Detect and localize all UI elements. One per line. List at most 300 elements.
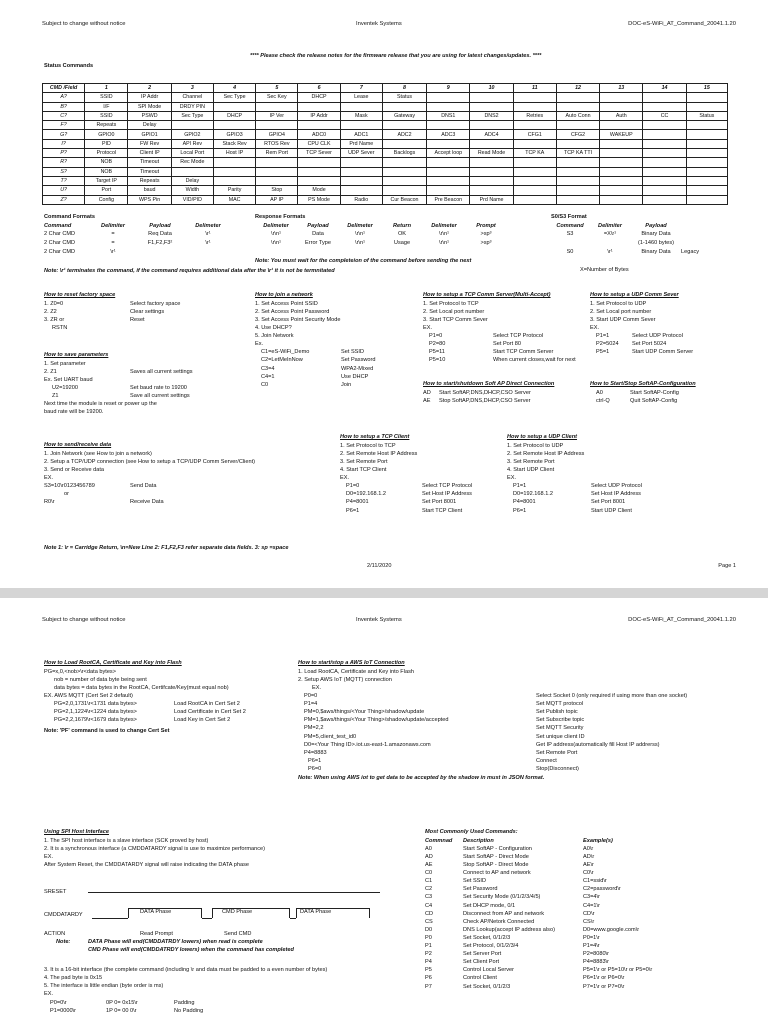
- block-cell: EX.: [423, 325, 433, 332]
- status-col-header: 9: [427, 84, 470, 93]
- status-cmd-cell: A?: [43, 93, 85, 102]
- status-cell: [298, 167, 340, 176]
- block-cell: 1. Load RootCA, Certificate and Key into Flash: [298, 668, 414, 675]
- block-cell: Start SoftAP-Config: [630, 389, 679, 396]
- block-row: [44, 482, 250, 490]
- block-row: [507, 499, 691, 507]
- sreset-line: [88, 892, 380, 893]
- block-cell: P6: [425, 975, 432, 982]
- block-header-cell: Delimeter: [195, 222, 221, 229]
- block-cell: 1P 0= 00 0\r: [106, 1007, 137, 1014]
- cmddatardy-line-low-2: [202, 918, 212, 919]
- block-cell: AD: [425, 854, 433, 861]
- block-cell: CS\r: [583, 918, 595, 925]
- status-cell: [513, 167, 556, 176]
- status-cell: [470, 186, 513, 195]
- block-row: [44, 239, 233, 248]
- status-cell: [470, 93, 513, 102]
- block-cell: P6=1: [308, 757, 322, 764]
- status-cell: [382, 158, 426, 167]
- status-col-header: 15: [686, 84, 727, 93]
- block-cell: Set Remote Port: [536, 749, 578, 756]
- block-cell: P1=4: [304, 701, 318, 708]
- block-cell: P1=0: [346, 483, 360, 490]
- block-row: [425, 975, 703, 983]
- block-cell: P7: [425, 983, 432, 990]
- footnote: Note 1: \r = Carridge Return, \n=New Line 2: F1,F2,F3 refer separate data fields. 3: sp =space: [44, 545, 289, 551]
- block-row: [425, 958, 703, 966]
- block-cell: P2=5024: [596, 341, 619, 348]
- status-cell: Sec Key: [256, 93, 298, 102]
- block-cell: D0=<Your Thing ID>.iot.us-east-1.amazonaws.com: [304, 741, 431, 748]
- status-cell: Local Port: [171, 149, 213, 158]
- status-cell: [427, 186, 470, 195]
- block-cell: C0: [261, 381, 269, 388]
- cmd-phase-label: CMD Phase: [222, 909, 253, 915]
- block-cell: CD: [425, 910, 434, 917]
- status-cell: ADC2: [382, 130, 426, 139]
- block-row: [425, 942, 703, 950]
- block-row: [44, 692, 284, 700]
- status-cell: PS Mode: [298, 195, 340, 204]
- block-header-cell: Prompt: [476, 222, 496, 229]
- block-cell: 2. Set Remote Host IP Address: [507, 450, 585, 457]
- block-cell: S3: [566, 231, 574, 238]
- block-row: [44, 708, 284, 716]
- block-header-cell: Command: [556, 222, 584, 229]
- status-cell: PSWD: [128, 111, 171, 120]
- status-cell: [513, 121, 556, 130]
- block-header-cell: Delimiter: [101, 222, 125, 229]
- block-cell: \r\n¹: [439, 231, 449, 238]
- block-row: [255, 381, 421, 389]
- status-cell: Repeats: [85, 121, 128, 130]
- status-cell: [382, 139, 426, 148]
- block-header-row: [551, 222, 711, 230]
- status-cell: [256, 158, 298, 167]
- block-cell: D0=192.168.1.2: [513, 491, 553, 498]
- status-cell: Repeats: [128, 176, 171, 185]
- status-cell: [256, 121, 298, 130]
- block-cell: C3=4: [261, 365, 275, 372]
- softap-title: How to start/shutdown Soft AP Direct Connection: [423, 381, 555, 387]
- block-cell: EX.: [507, 475, 517, 482]
- block-row: [425, 894, 703, 902]
- status-cell: ADC0: [298, 130, 340, 139]
- block-cell: Set baud rate to 19200: [130, 385, 187, 392]
- block-cell: P5=10: [429, 357, 446, 364]
- status-cell: [470, 121, 513, 130]
- status-cmd-cell: B?: [43, 102, 85, 111]
- status-cell: [686, 167, 727, 176]
- block-cell: P5=11: [429, 349, 445, 356]
- status-col-header: 11: [513, 84, 556, 93]
- block-row: [298, 733, 736, 741]
- status-col-header: 4: [213, 84, 255, 93]
- block-cell: 1. The SPI host interface is a slave interface (SCK proved by host): [44, 837, 209, 844]
- block-row: [551, 239, 711, 248]
- status-cell: [686, 130, 727, 139]
- block-cell: Stop SoftAP,DNS,DHCP,CSO Server: [439, 397, 531, 404]
- block-row: [255, 340, 421, 348]
- status-cell: [470, 102, 513, 111]
- status-cell: [643, 102, 686, 111]
- status-cell: [600, 139, 643, 148]
- block-row: [340, 507, 508, 515]
- block-row: [255, 357, 421, 365]
- block-cell: U2=19200: [52, 385, 78, 392]
- block-cell: P0: [425, 934, 432, 941]
- block-row: [423, 332, 593, 340]
- block-cell: P5=1\r or P5=10\r or P5=0\r: [583, 967, 653, 974]
- status-cell: [213, 102, 255, 111]
- aws-block: [298, 668, 736, 773]
- block-header-cell: Return: [392, 222, 412, 229]
- block-cell: Binary Data: [641, 231, 671, 238]
- block-cell: S0: [566, 249, 574, 256]
- rootca-block: [44, 668, 284, 725]
- block-cell: 1. Set Protocol to UDP: [507, 442, 564, 449]
- block-cell: P6=0: [308, 765, 322, 772]
- block-cell: Load RootCA in Cert Set 2: [174, 701, 240, 708]
- block-cell: Set Publish topic: [536, 709, 578, 716]
- status-cell: [470, 139, 513, 148]
- block-row: [423, 397, 569, 405]
- block-cell: Set MQTT protocol: [536, 701, 584, 708]
- block-cell: Start UDP Comm Server: [632, 349, 694, 356]
- status-cell: Timeout: [128, 167, 171, 176]
- status-cell: Rem Port: [256, 149, 298, 158]
- block-header-cell: Commnad: [425, 837, 453, 844]
- status-cell: [556, 158, 599, 167]
- block-cell: 4. Start UDP Client: [507, 467, 555, 474]
- block-row: [425, 853, 703, 861]
- save-block: [44, 360, 250, 417]
- block-cell: P4=8883: [304, 749, 327, 756]
- status-cell: [382, 102, 426, 111]
- header-right-2: DOC-eS-WiFi_AT_Command_20041.1.20: [628, 617, 736, 623]
- block-cell: P1=4\r: [583, 943, 600, 950]
- block-row: [423, 389, 569, 397]
- status-cell: [643, 158, 686, 167]
- block-cell: AE: [425, 862, 433, 869]
- block-cell: C4=1: [261, 373, 275, 380]
- block-row: [507, 466, 691, 474]
- block-row: [425, 950, 703, 958]
- block-cell: P2=8080\r: [583, 951, 609, 958]
- block-row: [423, 340, 593, 348]
- block-cell: 2 Char CMD: [44, 240, 76, 247]
- block-row: [423, 300, 593, 308]
- block-cell: ctrl-Q: [596, 397, 610, 404]
- block-cell: After System Reset, the CMDDATARDY signal will raise indicating the DATA phase: [44, 862, 249, 869]
- block-cell: 2 Char CMD: [44, 249, 76, 256]
- status-cmd-cell: G?: [43, 130, 85, 139]
- block-cell: Start UDP Client: [591, 507, 632, 514]
- block-row: [44, 717, 284, 725]
- block-cell: Set SSID: [463, 878, 487, 885]
- status-cell: Gateway: [382, 111, 426, 120]
- status-cell: [513, 176, 556, 185]
- status-cell: IP Ver: [256, 111, 298, 120]
- status-cell: GPIO4: [256, 130, 298, 139]
- status-cell: CC: [643, 111, 686, 120]
- block-cell: P6=1: [513, 507, 527, 514]
- status-cell: [643, 176, 686, 185]
- block-row: [44, 368, 250, 376]
- status-cell: Width: [171, 186, 213, 195]
- block-cell: \r\n¹: [355, 231, 365, 238]
- status-cell: [686, 176, 727, 185]
- status-cell: SSID: [85, 111, 128, 120]
- status-cell: VID/PID: [171, 195, 213, 204]
- block-cell: C2: [425, 886, 433, 893]
- status-col-header: 5: [256, 84, 298, 93]
- cmddatardy-line-low-3: [290, 918, 296, 919]
- block-cell: Z1: [52, 393, 59, 400]
- status-cell: Radio: [340, 195, 382, 204]
- status-cell: ADC3: [427, 130, 470, 139]
- block-cell: 2. Z2: [44, 308, 57, 315]
- block-cell: 4. The pad byte is 0x15: [44, 974, 103, 981]
- block-cell: Set Port 5024: [632, 341, 667, 348]
- block-row: [298, 708, 736, 716]
- status-cell: [513, 195, 556, 204]
- status-cell: [256, 167, 298, 176]
- status-cell: [470, 176, 513, 185]
- status-cell: [382, 186, 426, 195]
- status-row: [43, 111, 728, 120]
- spi-title: Using SPI Host Interface: [44, 829, 109, 835]
- rootca-title: How to Load RootCA, Certificate and Key into Flash: [44, 660, 182, 666]
- save-title: How to save parameters: [44, 352, 109, 358]
- status-cell: [298, 176, 340, 185]
- block-cell: Set unique client ID: [536, 733, 585, 740]
- block-cell: Join: [341, 381, 352, 388]
- status-cell: GPIO2: [171, 130, 213, 139]
- block-cell: P1=0000\r: [50, 1007, 76, 1014]
- block-cell: 3. Start TCP Comm Sever: [423, 317, 488, 324]
- block-cell: Stop(Disconnect): [536, 765, 579, 772]
- block-row: [590, 340, 732, 348]
- block-cell: \r¹: [607, 249, 613, 256]
- block-cell: (1-1460 bytes): [637, 240, 675, 247]
- status-cell: Mask: [340, 111, 382, 120]
- block-cell: PG=2,0,1731\r<1731 data bytes>: [54, 701, 137, 708]
- block-cell: Select factory space: [130, 300, 181, 307]
- block-cell: P0=1\r: [583, 934, 600, 941]
- status-cell: I/F: [85, 102, 128, 111]
- block-cell: EX.: [312, 685, 322, 692]
- status-cell: ADC4: [470, 130, 513, 139]
- status-cell: [382, 167, 426, 176]
- block-cell: Use DHCP: [341, 373, 369, 380]
- status-cell: Channel: [171, 93, 213, 102]
- block-cell: 1. Z0=0: [44, 300, 64, 307]
- status-cell: [643, 149, 686, 158]
- block-cell: data bytes = data bytes in the RootCA, Certifcate/Key(must equal nob): [54, 685, 229, 692]
- block-row: [44, 861, 374, 869]
- block-cell: R0\r: [44, 499, 55, 506]
- status-cell: [686, 93, 727, 102]
- block-cell: Data: [312, 231, 324, 238]
- block-cell: Check AP/Netork Connected: [463, 918, 535, 925]
- status-cell: [340, 167, 382, 176]
- block-cell: =: [111, 231, 115, 238]
- block-cell: P2: [425, 951, 432, 958]
- block-cell: When current closes,wait for next: [493, 357, 576, 364]
- block-header-cell: Delimeter: [431, 222, 457, 229]
- status-col-header: 14: [643, 84, 686, 93]
- cmddatardy-label: CMDDATARDY: [44, 912, 83, 918]
- status-cell: [213, 158, 255, 167]
- block-row: [507, 474, 691, 482]
- softap-config-title: How to Start/Stop SoftAP-Configuration: [590, 381, 696, 387]
- status-cmd-cell: P?: [43, 149, 85, 158]
- header-left-2: Subject to change without notice: [42, 617, 126, 623]
- status-col-header: 12: [556, 84, 599, 93]
- block-row: [44, 684, 284, 692]
- block-cell: Clear settings: [130, 308, 165, 315]
- block-cell: Set Server Port: [463, 951, 502, 958]
- block-cell: Set Protocol, 0/1/2/3/4: [463, 943, 519, 950]
- block-cell: PM=0,$aws/things/<Your Thing>/shadow/update: [304, 709, 425, 716]
- block-header-cell: Delimeter: [347, 222, 373, 229]
- status-cell: [513, 93, 556, 102]
- block-cell: Get IP address(automatically fill Host IP addrerss): [536, 741, 660, 748]
- status-cell: Sec Type: [213, 93, 255, 102]
- status-cell: Status: [382, 93, 426, 102]
- block-row: [425, 877, 703, 885]
- status-cell: Delay: [128, 121, 171, 130]
- s0s3-foot: X=Number of Bytes: [580, 267, 629, 273]
- block-row: [425, 886, 703, 894]
- block-cell: OK: [397, 231, 407, 238]
- block-row: [425, 845, 703, 853]
- block-cell: P6=1: [346, 507, 360, 514]
- block-row: [298, 692, 736, 700]
- status-cell: [171, 121, 213, 130]
- status-row: [43, 93, 728, 102]
- block-row: [340, 499, 508, 507]
- status-cell: [213, 121, 255, 130]
- block-row: [551, 248, 711, 257]
- status-cell: [427, 93, 470, 102]
- block-cell: Set Host IP Address: [422, 491, 472, 498]
- block-cell: C0\r: [583, 870, 594, 877]
- status-cmd-cell: S?: [43, 167, 85, 176]
- block-header-cell: Payload: [645, 222, 667, 229]
- block-row: [425, 967, 703, 975]
- data-phase-label-2: DATA Phase: [300, 909, 332, 915]
- block-row: [590, 316, 732, 324]
- block-cell: CS: [425, 918, 433, 925]
- block-cell: 1. Set Access Point SSID: [255, 300, 318, 307]
- status-cell: [427, 176, 470, 185]
- common-commands-block: [425, 837, 703, 991]
- read-prompt-label: Read Prompt: [140, 931, 173, 937]
- block-cell: P0=0\r: [50, 999, 67, 1006]
- block-cell: Save all current settings: [130, 393, 190, 400]
- aws-note: Note: When using AWS iot to get data to be accepted by the shadow in must in JSON format.: [298, 775, 545, 781]
- status-cell: [600, 167, 643, 176]
- block-row: [44, 974, 384, 982]
- block-row: [44, 376, 250, 384]
- status-col-header: 6: [298, 84, 340, 93]
- block-row: [298, 725, 736, 733]
- status-cell: TCP Sever: [298, 149, 340, 158]
- block-row: [255, 373, 421, 381]
- block-row: [298, 700, 736, 708]
- cmddatardy-line-low-1: [92, 918, 128, 919]
- block-row: [507, 450, 691, 458]
- reset-title: How to reset factory space: [44, 292, 116, 298]
- status-row: [43, 130, 728, 139]
- action-label: ACTION: [44, 931, 66, 937]
- block-cell: Set Password: [463, 886, 498, 893]
- tcp-server-block: [423, 300, 593, 365]
- block-row: [507, 442, 691, 450]
- block-cell: WPA2-Mixed: [341, 365, 374, 372]
- status-cell: WPS Pin: [128, 195, 171, 204]
- block-cell: 2. It is a synchronous interface (a CMDDATARDY signal is use to maximize performance): [44, 845, 266, 852]
- status-cell: Lease: [340, 93, 382, 102]
- status-cell: [643, 139, 686, 148]
- status-row: [43, 176, 728, 185]
- block-cell: 3. Set Access Point Security Mode: [255, 317, 341, 324]
- block-cell: Start TCP Client: [422, 507, 463, 514]
- status-cell: WAKEUP: [600, 130, 643, 139]
- s0s3-format-block: [551, 222, 711, 257]
- block-row: [255, 365, 421, 373]
- status-cell: DHCP: [298, 93, 340, 102]
- block-row: [44, 450, 250, 458]
- status-cell: UDP Sever: [340, 149, 382, 158]
- status-cell: SSID: [85, 93, 128, 102]
- status-col-header: CMD /Field: [43, 84, 85, 93]
- block-cell: Connect: [536, 757, 557, 764]
- status-cmd-cell: Z?: [43, 195, 85, 204]
- block-cell: 5. The interface is little endian (byte order is ms): [44, 983, 164, 990]
- status-cell: [556, 167, 599, 176]
- block-cell: C2=password\r: [583, 886, 621, 893]
- block-row: [340, 482, 508, 490]
- status-cell: IP Addr: [128, 93, 171, 102]
- status-cell: [171, 167, 213, 176]
- block-cell: Next time the module is reset or power up the: [44, 401, 157, 408]
- status-cell: Prd Name: [340, 139, 382, 148]
- block-row: [425, 910, 703, 918]
- block-row: [425, 902, 703, 910]
- block-cell: F1,F2,F3²: [147, 240, 173, 247]
- status-cell: DRDY PIN: [171, 102, 213, 111]
- status-cell: [600, 195, 643, 204]
- block-cell: 4. Start TCP Client: [340, 467, 387, 474]
- block-cell: Reset: [130, 317, 145, 324]
- block-row: [340, 474, 508, 482]
- status-cell: Auth: [600, 111, 643, 120]
- status-cell: Auto Conn: [556, 111, 599, 120]
- status-cell: [686, 121, 727, 130]
- status-cell: AP IP: [256, 195, 298, 204]
- block-cell: PM=1,$aws/things/<Your Thing>/shadow/update/accepted: [304, 717, 449, 724]
- status-cell: Retries: [513, 111, 556, 120]
- block-cell: Set Socket, 0/1/2/3: [463, 983, 511, 990]
- block-header-row: [425, 837, 703, 845]
- status-cell: [427, 121, 470, 130]
- status-cell: TCP KA: [513, 149, 556, 158]
- status-cell: [427, 167, 470, 176]
